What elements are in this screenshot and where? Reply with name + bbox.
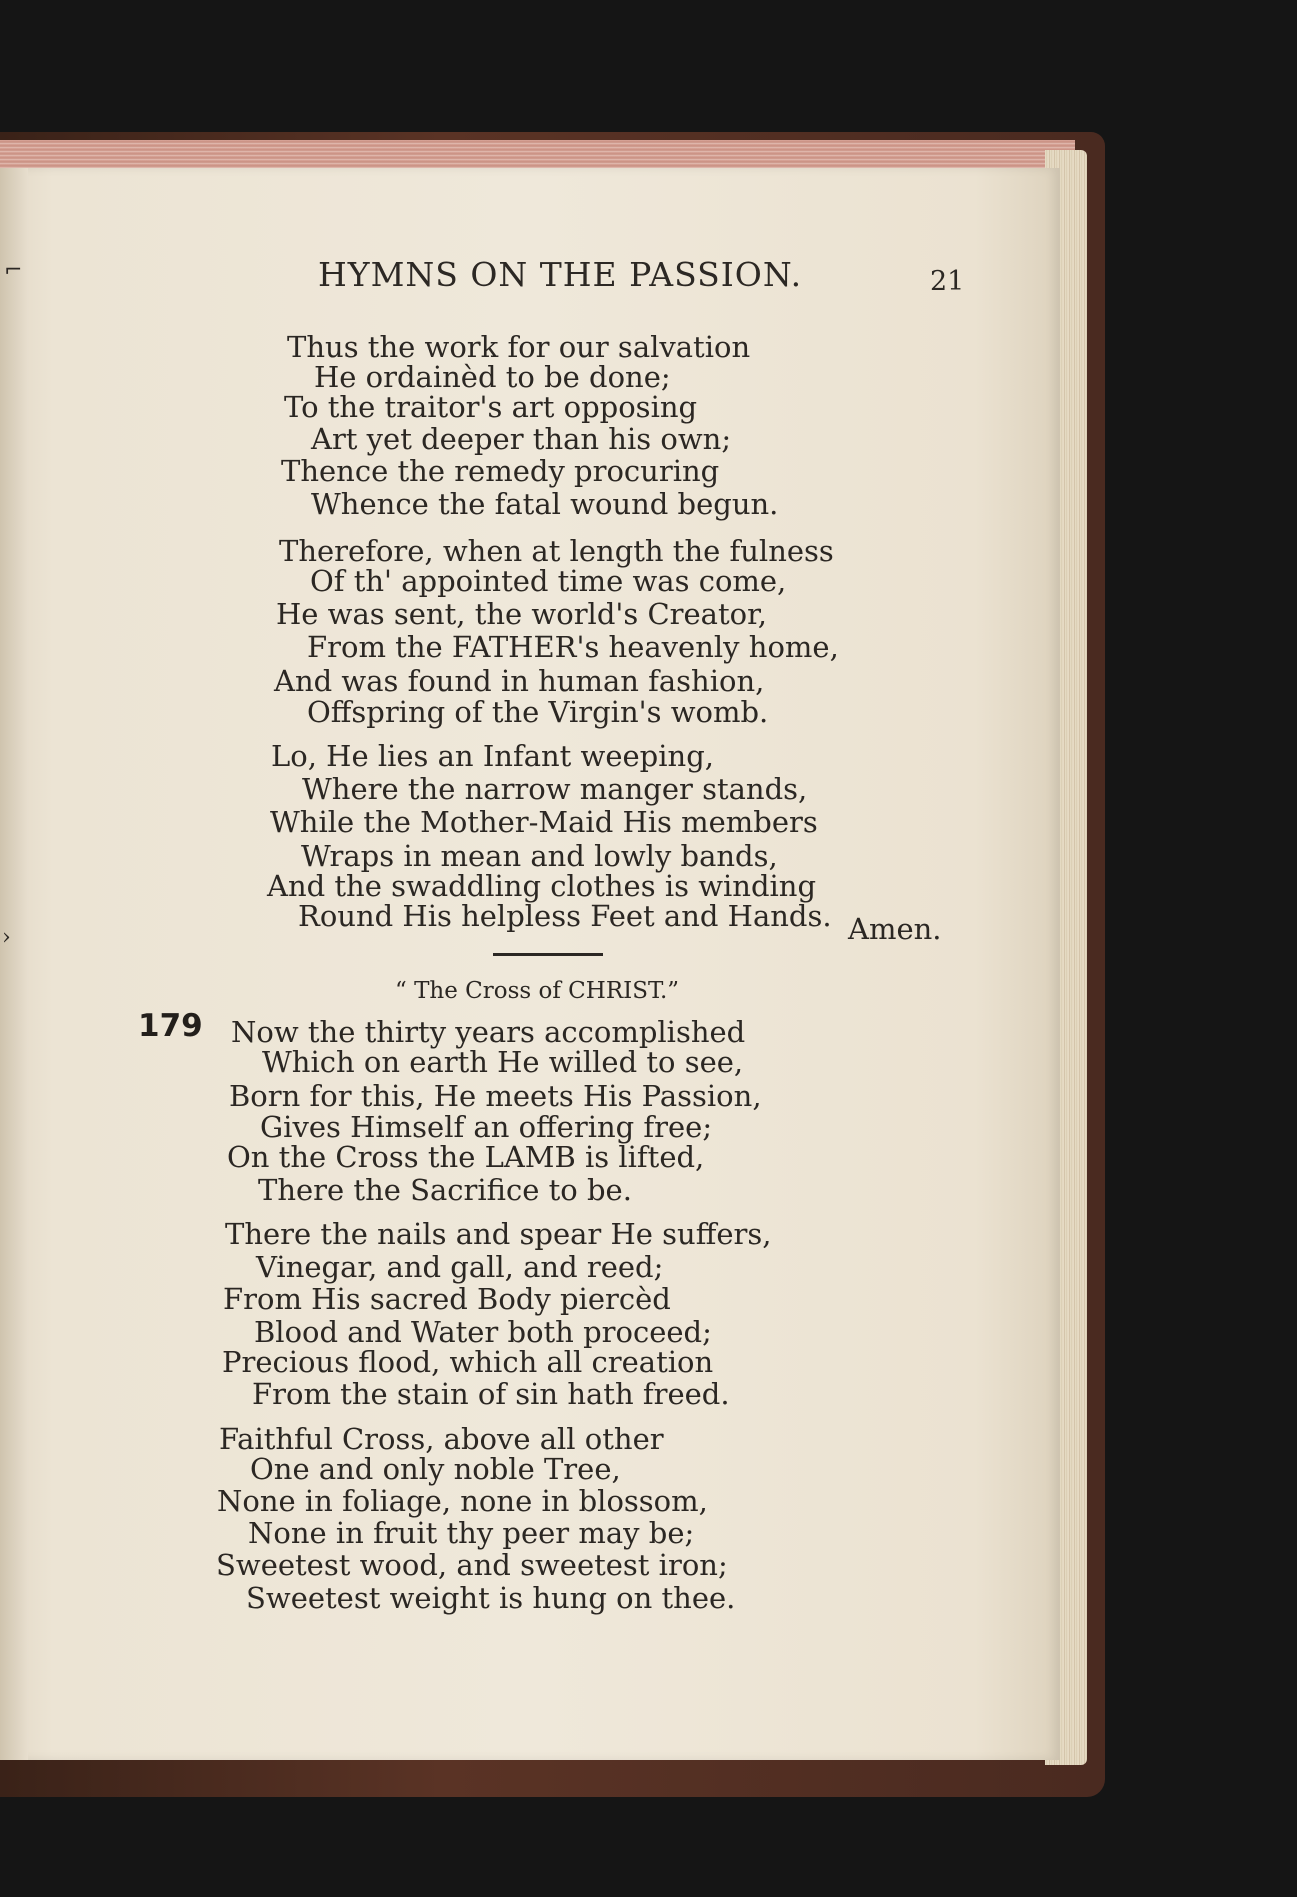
- verse-line: There the nails and spear He suffers,: [225, 1217, 772, 1251]
- verse-line: Round His helpless Feet and Hands.: [298, 899, 832, 933]
- verse-line: On the Cross the LAMB is lifted,: [227, 1140, 705, 1174]
- verse-line: Vinegar, and gall, and reed;: [256, 1250, 664, 1284]
- page-gutter: [0, 168, 28, 1760]
- running-header: HYMNS ON THE PASSION.: [318, 255, 803, 294]
- verse-line: Wraps in mean and lowly bands,: [301, 839, 778, 873]
- binding-mark: ⌐: [4, 258, 23, 283]
- verse-line: Which on earth He willed to see,: [262, 1045, 744, 1079]
- verse-line: Blood and Water both proceed;: [254, 1315, 712, 1349]
- binding-mark: ›: [2, 925, 11, 950]
- verse-line: Precious flood, which all creation: [222, 1345, 714, 1379]
- verse-line: None in foliage, none in blossom,: [217, 1484, 708, 1518]
- verse-line: To the traitor's art opposing: [284, 390, 698, 424]
- verse-line: He ordainèd to be done;: [314, 360, 671, 394]
- verse-line: From the FATHER's heavenly home,: [307, 630, 839, 664]
- verse-line: None in fruit thy peer may be;: [248, 1516, 695, 1550]
- verse-line: Gives Himself an offering free;: [260, 1110, 713, 1144]
- verse-line: And was found in human fashion,: [274, 664, 765, 698]
- verse-line: There the Sacrifice to be.: [258, 1173, 632, 1207]
- page-top-edge: [0, 140, 1075, 170]
- verse-line: Therefore, when at length the fulness: [279, 534, 834, 568]
- verse-line: Thence the remedy procuring: [281, 454, 720, 488]
- verse-line: Sweetest weight is hung on thee.: [246, 1581, 736, 1615]
- verse-line: From the stain of sin hath freed.: [252, 1377, 730, 1411]
- verse-line: He was sent, the world's Creator,: [276, 597, 767, 631]
- amen: Amen.: [848, 912, 942, 946]
- verse-line: Faithful Cross, above all other: [219, 1422, 664, 1456]
- verse-line: Of th' appointed time was come,: [310, 564, 787, 598]
- verse-line: Whence the fatal wound begun.: [311, 487, 779, 521]
- verse-line: While the Mother-Maid His members: [270, 805, 818, 839]
- section-rule: [493, 953, 603, 956]
- hymn-number: 179: [138, 1008, 203, 1044]
- verse-line: Born for this, He meets His Passion,: [229, 1079, 762, 1113]
- verse-line: Lo, He lies an Infant weeping,: [271, 739, 714, 773]
- verse-line: From His sacred Body piercèd: [223, 1282, 671, 1316]
- page-number: 21: [930, 266, 965, 297]
- hymn-subtitle: “ The Cross of CHRIST.”: [395, 978, 680, 1004]
- verse-line: Art yet deeper than his own;: [311, 422, 732, 456]
- verse-line: Thus the work for our salvation: [287, 330, 751, 364]
- verse-line: One and only noble Tree,: [250, 1452, 621, 1486]
- verse-line: Offspring of the Virgin's womb.: [307, 695, 769, 729]
- verse-line: Sweetest wood, and sweetest iron;: [216, 1548, 728, 1582]
- verse-line: Where the narrow manger stands,: [302, 772, 808, 806]
- verse-line: And the swaddling clothes is winding: [267, 869, 817, 903]
- verse-line: Now the thirty years accomplished: [231, 1015, 746, 1049]
